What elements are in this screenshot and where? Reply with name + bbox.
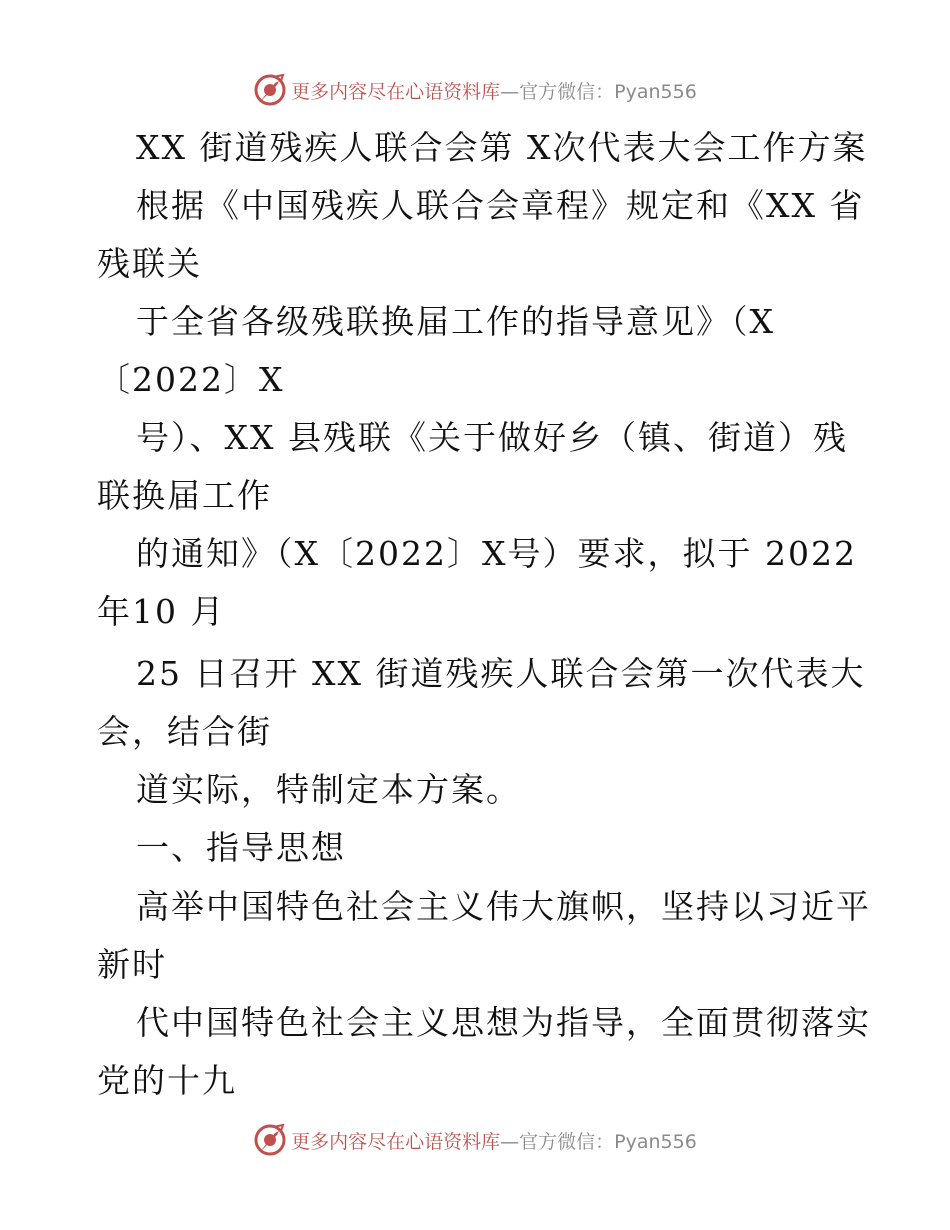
watermark-wechat: 官方微信：Pyan556	[519, 80, 697, 103]
paragraph-line: 代中国特色社会主义思想为指导，全面贯彻落实	[136, 1003, 871, 1042]
paragraph-line: 号）、XX 县残联《关于做好乡（镇、街道）残	[136, 418, 848, 457]
watermark-brand: 更多内容尽在心语资料库	[291, 1130, 501, 1153]
quill-seal-icon	[253, 1123, 287, 1157]
paragraph-line: 根据《中国残疾人联合会章程》规定和《XX 省	[136, 186, 865, 225]
paragraph-line: 联换届工作	[97, 476, 272, 515]
paragraph-line: 高举中国特色社会主义伟大旗帜，坚持以习近平	[136, 887, 871, 926]
paragraph-line: 的通知》（X〔2022〕X号）要求，拟于 2022	[136, 534, 857, 573]
watermark-separator: —	[500, 1130, 520, 1153]
paragraph-line: 25 日召开 XX 街道残疾人联合会第一次代表大	[136, 654, 866, 693]
paragraph-line: 残联关	[97, 244, 202, 283]
paragraph-line: 年10 月	[97, 592, 226, 631]
section-heading: 一、指导思想	[136, 828, 346, 867]
paragraph-line: 〔2022〕X	[97, 360, 285, 399]
paragraph-line: 党的十九	[97, 1061, 237, 1100]
footer-watermark	[0, 1120, 950, 1160]
watermark-text	[291, 1127, 697, 1154]
document-title: XX 街道残疾人联合会第 X次代表大会工作方案	[136, 128, 868, 167]
paragraph-line: 会，结合街	[97, 712, 272, 751]
watermark-separator: —	[500, 80, 520, 103]
watermark-brand: 更多内容尽在心语资料库	[291, 80, 501, 103]
paragraph-line: 新时	[97, 945, 167, 984]
paragraph-line: 道实际，特制定本方案。	[136, 770, 521, 809]
paragraph-line: 于全省各级残联换届工作的指导意见》（X	[136, 302, 775, 341]
watermark-wechat: 官方微信：Pyan556	[519, 1130, 697, 1153]
